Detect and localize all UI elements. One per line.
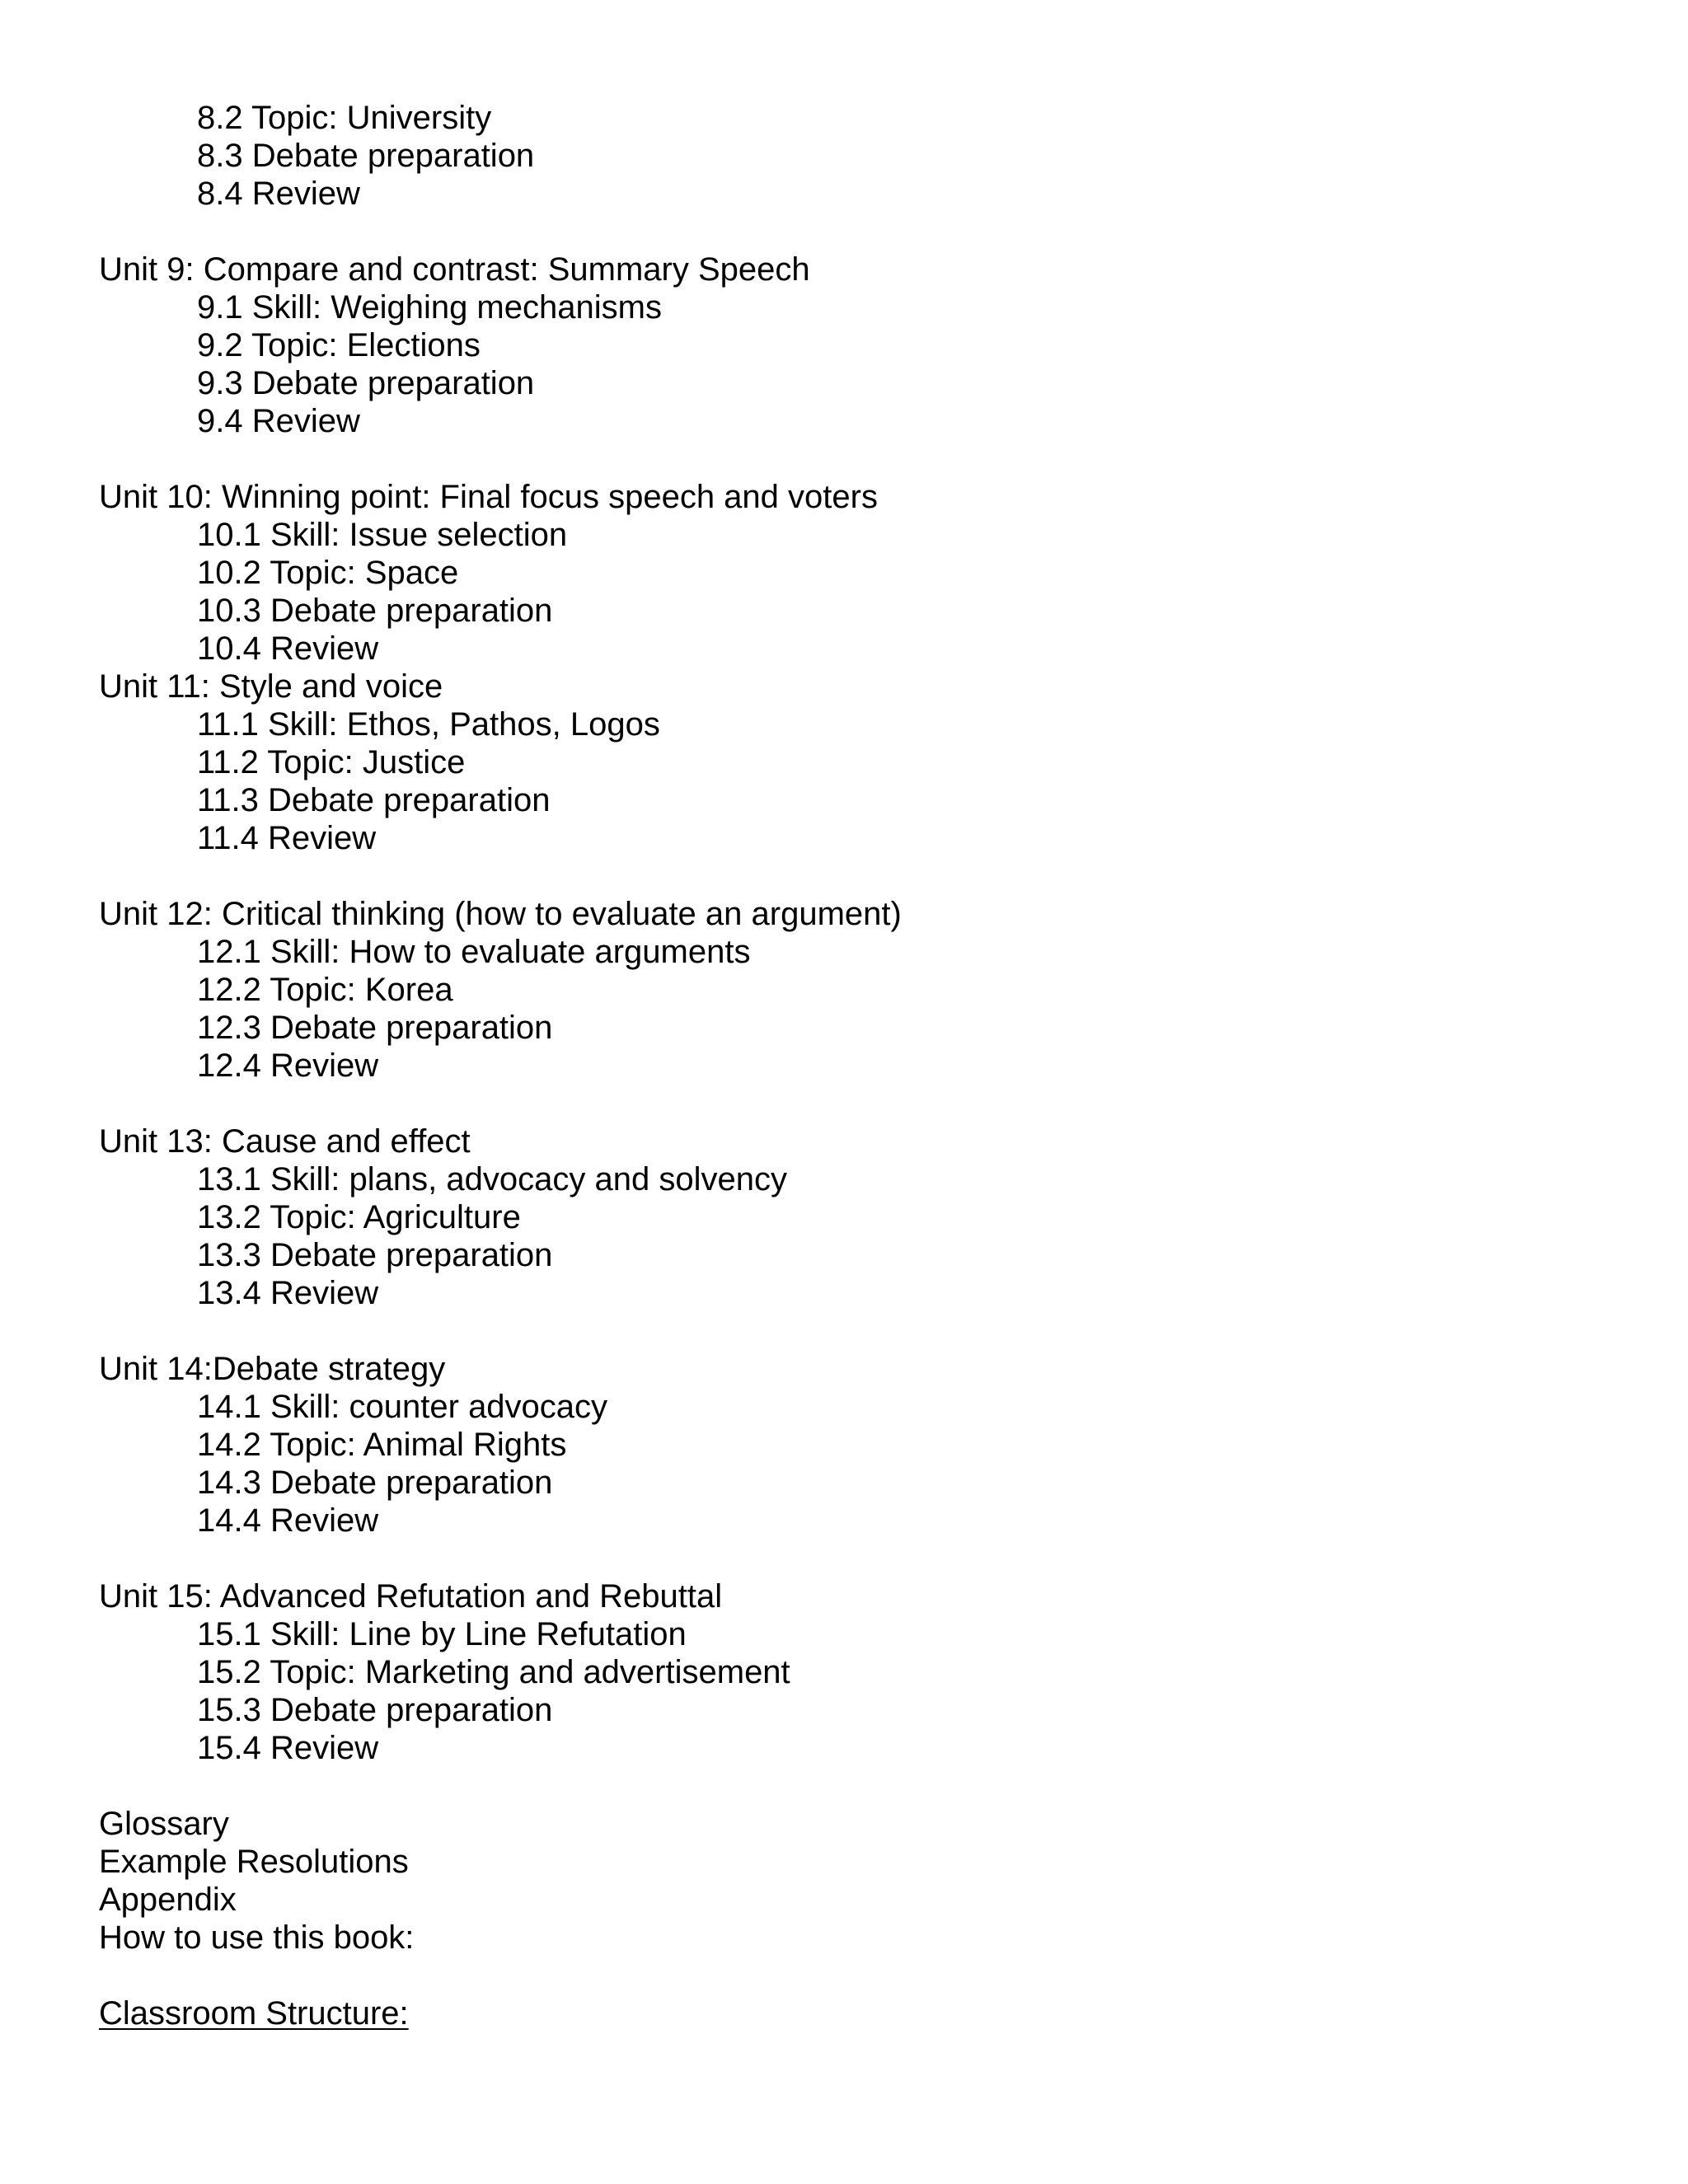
toc-unit-heading: Unit 15: Advanced Refutation and Rebuttal xyxy=(99,1578,723,1615)
toc-unit-heading: Unit 12: Critical thinking (how to evaluate an argument) xyxy=(99,896,902,932)
toc-subitem: 10.3 Debate preparation xyxy=(197,593,553,629)
toc-section-appendix: Appendix xyxy=(99,1882,237,1918)
toc-section-how-to-use: How to use this book: xyxy=(99,1919,415,1956)
toc-subitem: 12.4 Review xyxy=(197,1047,379,1084)
toc-subitem: 12.1 Skill: How to evaluate arguments xyxy=(197,934,751,970)
toc-subitem: 15.3 Debate preparation xyxy=(197,1692,553,1728)
toc-subitem: 12.3 Debate preparation xyxy=(197,1010,553,1046)
toc-subitem: 15.1 Skill: Line by Line Refutation xyxy=(197,1616,687,1652)
toc-subitem: 11.2 Topic: Justice xyxy=(197,744,466,780)
toc-subitem: 11.1 Skill: Ethos, Pathos, Logos xyxy=(197,706,660,743)
toc-unit-heading: Unit 10: Winning point: Final focus speech and voters xyxy=(99,479,878,515)
toc-subitem: 13.4 Review xyxy=(197,1275,379,1311)
toc-subitem: 8.2 Topic: University xyxy=(197,100,492,136)
toc-section-glossary: Glossary xyxy=(99,1806,229,1842)
toc-subitem: 8.3 Debate preparation xyxy=(197,138,535,174)
toc-subitem: 11.4 Review xyxy=(197,820,377,856)
toc-subitem: 10.1 Skill: Issue selection xyxy=(197,517,568,553)
toc-subitem: 10.4 Review xyxy=(197,630,379,667)
toc-unit-heading: Unit 13: Cause and effect xyxy=(99,1123,471,1160)
toc-subitem: 15.4 Review xyxy=(197,1730,379,1766)
toc-subitem: 13.3 Debate preparation xyxy=(197,1237,553,1273)
toc-subitem: 13.2 Topic: Agriculture xyxy=(197,1199,521,1235)
toc-subitem: 14.3 Debate preparation xyxy=(197,1465,553,1501)
toc-subitem: 13.1 Skill: plans, advocacy and solvency xyxy=(197,1161,787,1197)
section-heading-classroom-structure: Classroom Structure: xyxy=(99,1995,409,2032)
toc-subitem: 9.4 Review xyxy=(197,403,360,439)
toc-subitem: 11.3 Debate preparation xyxy=(197,782,551,818)
toc-subitem: 9.3 Debate preparation xyxy=(197,365,535,401)
toc-subitem: 9.1 Skill: Weighing mechanisms xyxy=(197,289,662,326)
toc-subitem: 14.1 Skill: counter advocacy xyxy=(197,1389,608,1425)
toc-subitem: 10.2 Topic: Space xyxy=(197,555,459,591)
toc-unit-heading: Unit 9: Compare and contrast: Summary Speech xyxy=(99,251,810,288)
toc-section-example-resolutions: Example Resolutions xyxy=(99,1844,409,1880)
toc-subitem: 14.4 Review xyxy=(197,1502,379,1539)
toc-subitem: 8.4 Review xyxy=(197,176,360,212)
toc-subitem: 12.2 Topic: Korea xyxy=(197,972,453,1008)
toc-subitem: 9.2 Topic: Elections xyxy=(197,327,481,363)
toc-unit-heading: Unit 14:Debate strategy xyxy=(99,1351,446,1387)
toc-subitem: 15.2 Topic: Marketing and advertisement xyxy=(197,1654,790,1690)
toc-subitem: 14.2 Topic: Animal Rights xyxy=(197,1427,567,1463)
toc-unit-heading: Unit 11: Style and voice xyxy=(99,668,443,705)
